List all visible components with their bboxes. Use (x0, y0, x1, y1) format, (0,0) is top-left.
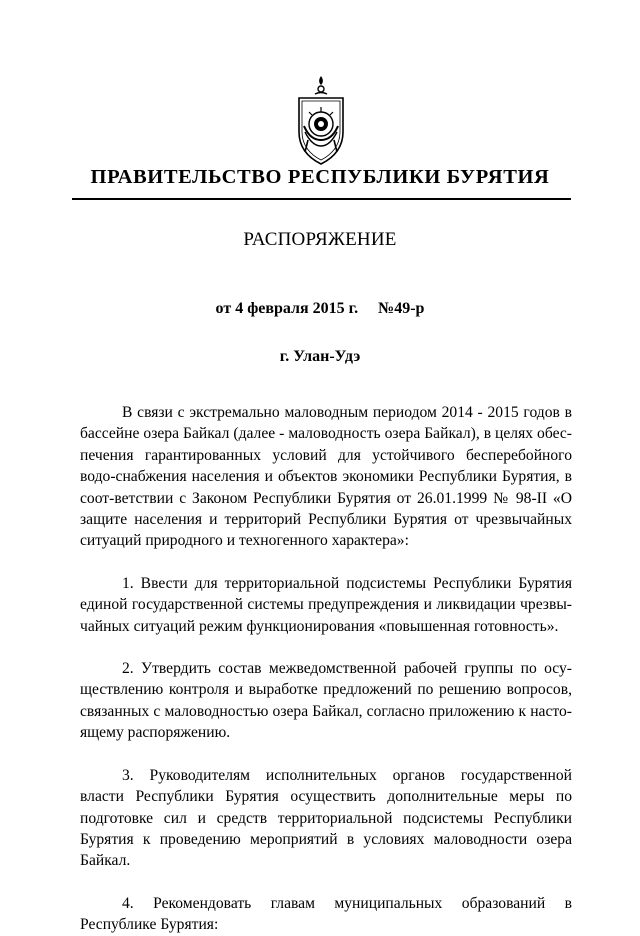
organization-title: ПРАВИТЕЛЬСТВО РЕСПУБЛИКИ БУРЯТИЯ (90, 166, 550, 188)
document-number: №49-р (378, 300, 425, 317)
clause-2-paragraph: 2. Утвердить состав межведомственной рабочей группы по осу-ществлению контроля и выработке предложений по решению вопросов, связанных с маловодностью озера Байкал, согласно приложению к насто-ящему распоряжению. (80, 660, 572, 742)
document-body (80, 402, 572, 936)
document-city: г. Улан-Удэ (279, 348, 361, 365)
preamble-paragraph: В связи с экстремально маловодным периодом 2014 - 2015 годов в бассейне озера Байкал (далее - маловодность озера Байкал), в целях обес-печения гарантированных условий для устойчивого бесперебойного водо-снабжения населения и объектов экономики Республики Бурятия, в соот-ветствии с Законом Республики Бурятия от 26.01.1999 № 98-II «О защите населения и территорий Республики Бурятия от чрезвычайных ситуаций природного и техногенного характера»: (80, 404, 572, 550)
clause-4-paragraph: 4. Рекомендовать главам муниципальных образований в Республике Бурятия: (80, 894, 572, 934)
document-date: от 4 февраля 2015 г. (215, 300, 359, 317)
clause-1-paragraph: 1. Ввести для территориальной подсистемы Республики Бурятия единой государственной системы предупреждения и ликвидации чрезвы-чайных ситуаций режим функционирования «повышенная готовность». (80, 574, 572, 635)
document-date-line (0, 298, 640, 320)
header-divider (72, 198, 571, 200)
clause-3-paragraph: 3. Руководителям исполнительных органов государственной власти Республики Бурятия осуществить дополнительные меры по подготовке сил и средств территориальной подсистемы Республики Бурятия к проведению мероприятий в условиях маловодности озера Байкал. (80, 766, 572, 870)
document-type: РАСПОРЯЖЕНИЕ (243, 229, 397, 250)
coat-of-arms-icon (296, 74, 346, 166)
